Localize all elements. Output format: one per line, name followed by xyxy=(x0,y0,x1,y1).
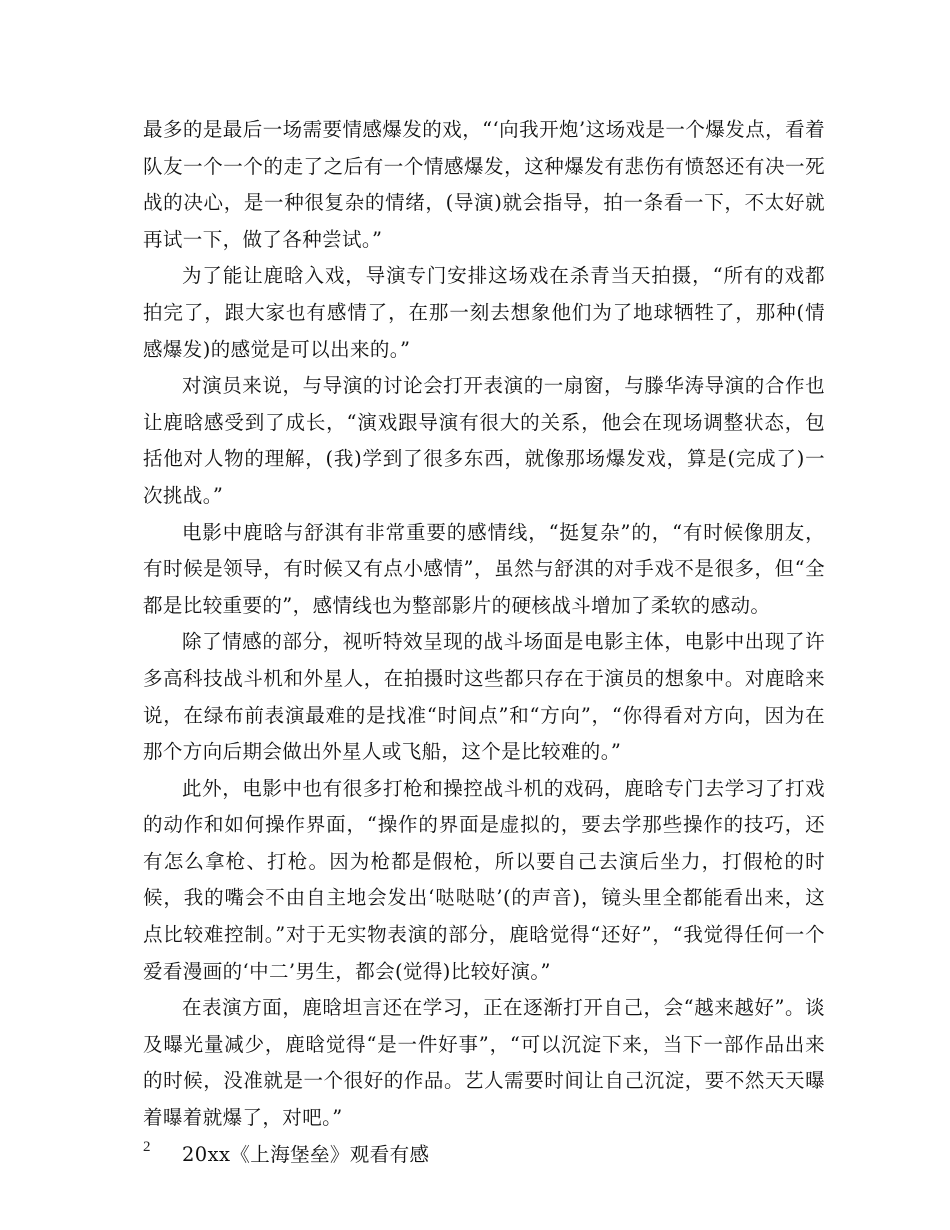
page-number: 2 xyxy=(143,1139,151,1155)
paragraph: 对演员来说，与导演的讨论会打开表演的一扇窗，与滕华涛导演的合作也让鹿晗感受到了成长，“演戏跟导演有很大的关系，他会在现场调整状态，包括他对人物的理解，(我)学到了很多东西，就像那场爆发戏，算是(完成了)一次挑战。” xyxy=(143,374,825,507)
paragraph: 为了能让鹿晗入戏，导演专门安排这场戏在杀青当天拍摄，“所有的戏都拍完了，跟大家也有感情了，在那一刻去想象他们为了地球牺牲了，那种(情感爆发)的感觉是可以出来的。” xyxy=(143,264,825,361)
paragraph: 最多的是最后一场需要情感爆发的戏，“‘向我开炮’这场戏是一个爆发点，看着队友一个一个的走了之后有一个情感爆发，这种爆发有悲伤有愤怒还有决一死战的决心，是一种很复杂的情绪，(导演)就会指导，拍一条看一下，不太好就再试一下，做了各种尝试。” xyxy=(143,118,825,251)
section-heading: 20xx《上海堡垒》观看有感 xyxy=(182,1142,430,1166)
paragraph: 电影中鹿晗与舒淇有非常重要的感情线，“挺复杂”的，“有时候像朋友，有时候是领导，有时候又有点小感情”，虽然与舒淇的对手戏不是很多，但“全都是比较重要的”，感情线也为整部影片的硬核战斗增加了柔软的感动。 xyxy=(143,520,825,617)
paragraph: 此外，电影中也有很多打枪和操控战斗机的戏码，鹿晗专门去学习了打戏的动作和如何操作界面，“操作的界面是虚拟的，要去学那些操作的技巧，还有怎么拿枪、打枪。因为枪都是假枪，所以要自己去演后坐力，打假枪的时候，我的嘴会不由自主地会发出‘哒哒哒’(的声音)，镜头里全都能看出来，这点比较难控制。”对于无实物表演的部分，鹿晗觉得“还好”，“我觉得任何一个爱看漫画的‘中二’男生，都会(觉得)比较好演。” xyxy=(143,776,825,983)
article-body xyxy=(143,112,825,1173)
paragraph: 除了情感的部分，视听特效呈现的战斗场面是电影主体，电影中出现了许多高科技战斗机和外星人，在拍摄时这些都只存在于演员的想象中。对鹿晗来说，在绿布前表演最难的是找准“时间点”和“方向”，“你得看对方向，因为在那个方向后期会做出外星人或飞船，这个是比较难的。” xyxy=(143,630,825,764)
paragraph: 在表演方面，鹿晗坦言还在学习，正在逐渐打开自己，会“越来越好”。谈及曝光量减少，鹿晗觉得“是一件好事”，“可以沉淀下来，当下一部作品出来的时候，没准就是一个很好的作品。艺人需要时间让自己沉淀，要不然天天曝着曝着就爆了，对吧。” xyxy=(143,996,825,1130)
